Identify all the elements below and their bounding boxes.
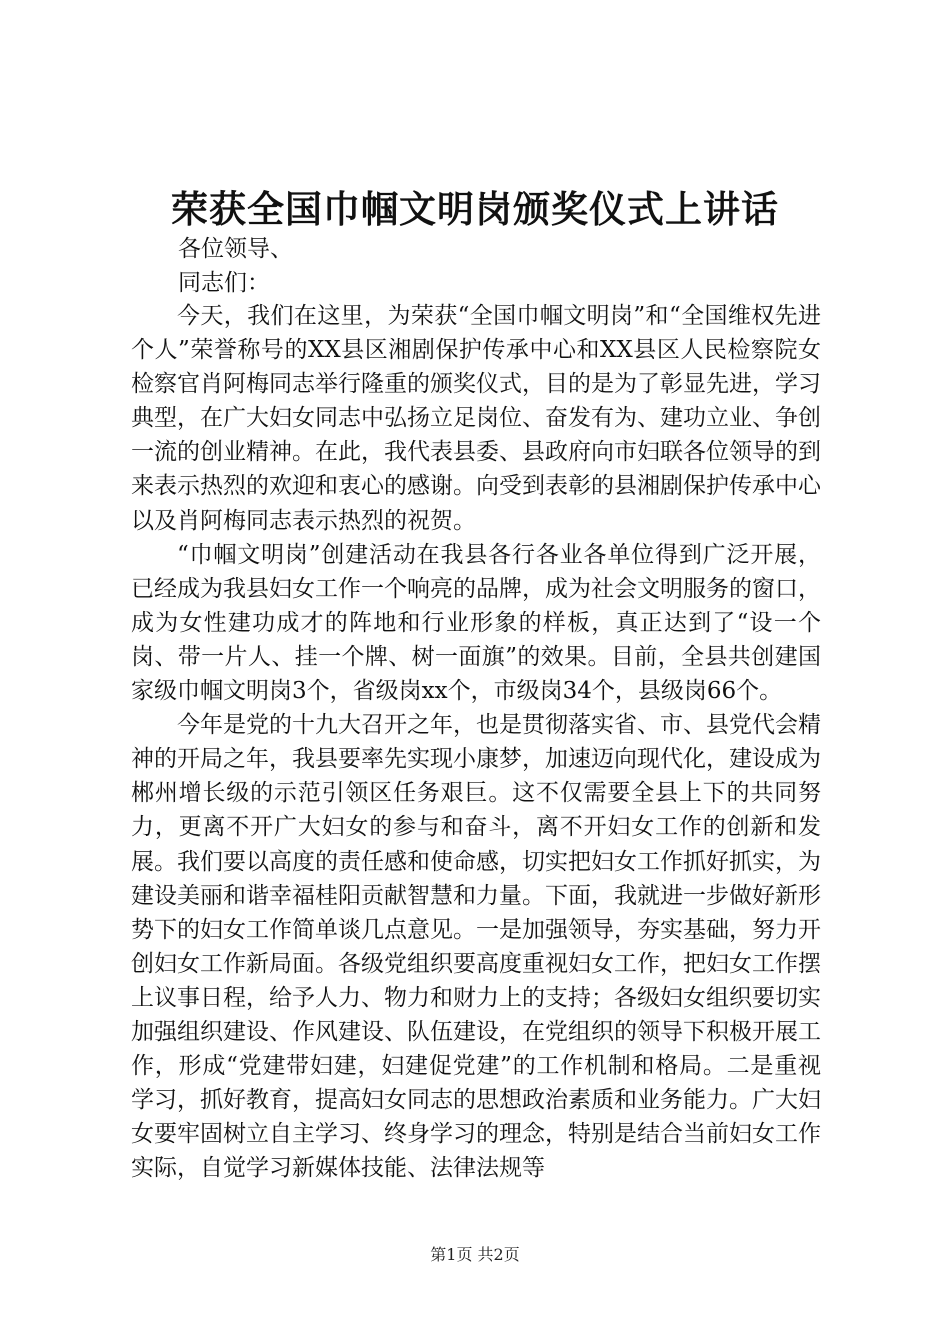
paragraph-opening: 今天，我们在这里，为荣获“全国巾帼文明岗”和“全国维权先进个人”荣誉称号的XX县区湘剧保护传承中心和XX县区人民检察院女检察官肖阿梅同志举行隆重的颁奖仪式，目的是为了彰显先进，学习典型，在广大妇女同志中弘扬立足岗位、奋发有为、建功立业、争创一流的创业精神。在此，我代表县委、县政府向市妇联各位领导的到来表示热烈的欢迎和衷心的感谢。向受到表彰的县湘剧保护传承中心以及肖阿梅同志表示热烈的祝贺。 [131,303,821,534]
document-title: 荣获全国巾帼文明岗颁奖仪式上讲话 [171,187,779,231]
paragraph-achievements: “巾帼文明岗”创建活动在我县各行各业各单位得到广泛开展，已经成为我县妇女工作一个响亮的品牌，成为社会文明服务的窗口，成为女性建功成才的阵地和行业形象的样板，真正达到了“设一个岗、带一片人、挂一个牌、树一面旗”的效果。目前，全县共创建国家级巾帼文明岗3个，省级岗xx个，市级岗34个，县级岗66个。 [131,541,821,705]
salutation-line-1: 各位领导、 [178,236,293,262]
page-footer: 第1页 共2页 [430,1245,520,1264]
document-body [131,299,821,1185]
paragraph-opinions: 今年是党的十九大召开之年，也是贯彻落实省、市、县党代会精神的开局之年，我县要率先实现小康梦，加速迈向现代化，建设成为郴州增长级的示范引领区任务艰巨。这不仅需要全县上下的共同努力，更离不开广大妇女的参与和奋斗，离不开妇女工作的创新和发展。我们要以高度的责任感和使命感，切实把妇女工作抓好抓实，为建设美丽和谐幸福桂阳贡献智慧和力量。下面，我就进一步做好新形势下的妇女工作简单谈几点意见。一是加强领导，夯实基础，努力开创妇女工作新局面。各级党组织要高度重视妇女工作，把妇女工作摆上议事日程，给予人力、物力和财力上的支持；各级妇女组织要切实加强组织建设、作风建设、队伍建设，在党组织的领导下积极开展工作，形成“党建带妇建，妇建促党建”的工作机制和格局。二是重视学习，抓好教育，提高妇女同志的思想政治素质和业务能力。广大妇女要牢固树立自主学习、终身学习的理念，特别是结合当前妇女工作实际，自觉学习新媒体技能、法律法规等 [131,712,821,1182]
salutation-line-2: 同志们： [178,270,270,296]
